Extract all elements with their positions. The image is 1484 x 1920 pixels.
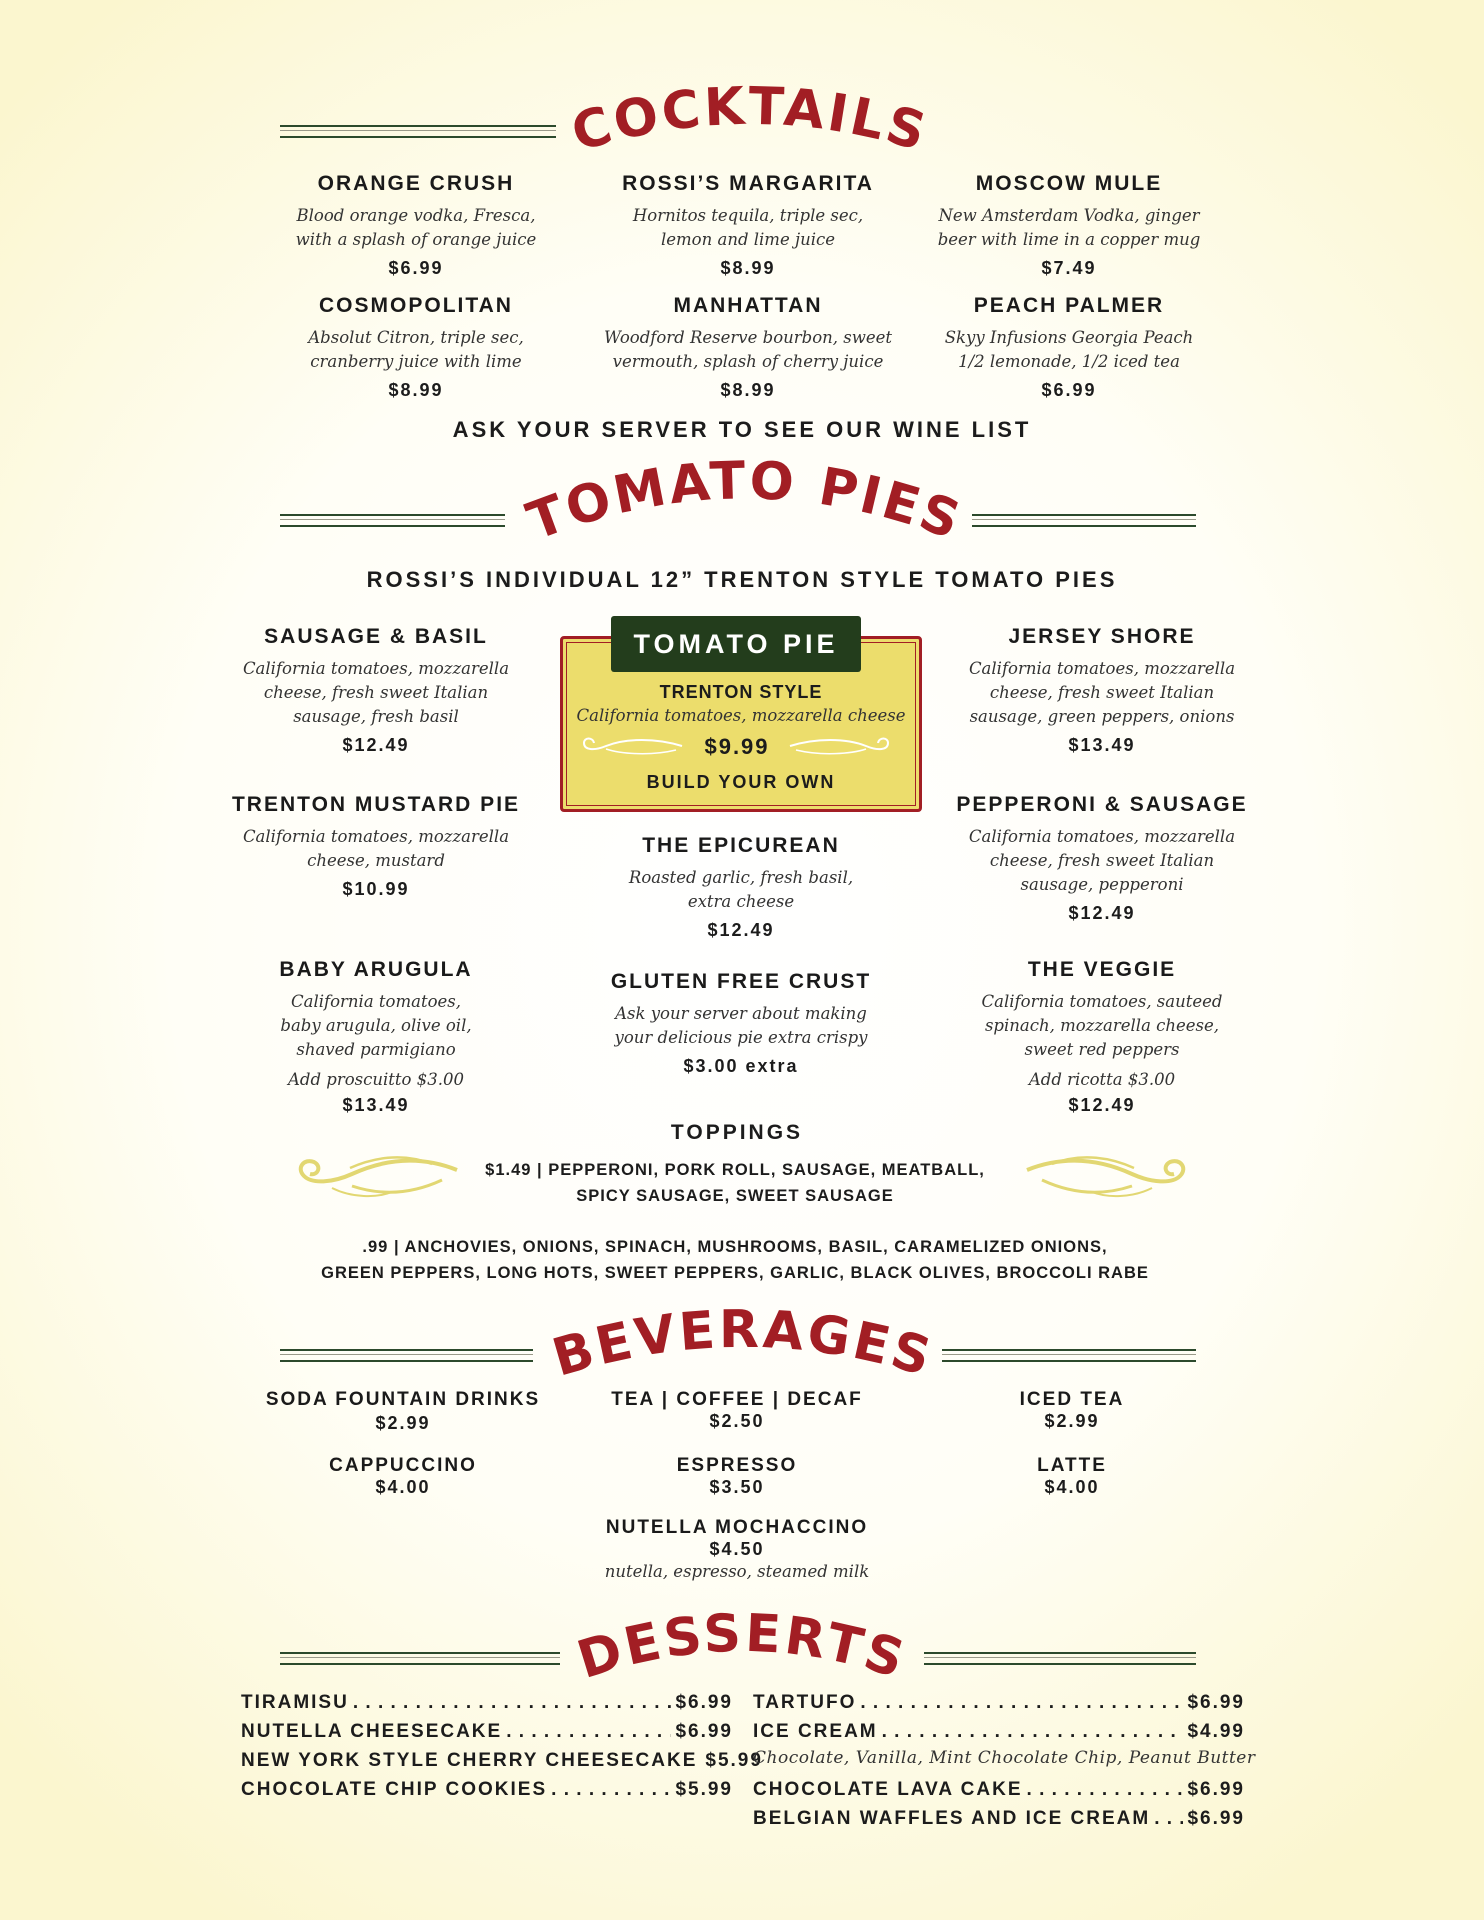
cocktail-item — [308, 294, 524, 401]
ice-cream-flavors: Chocolate, Vanilla, Mint Chocolate Chip, Peanut Butter — [753, 1748, 1256, 1768]
dessert-name: ICE CREAM — [753, 1721, 878, 1742]
wine-list-note: ASK YOUR SERVER TO SEE OUR WINE LIST — [452, 417, 1032, 442]
desc-line: with a splash of orange juice — [295, 230, 537, 249]
feature-description: California tomatoes, mozzarella cheese — [576, 706, 906, 725]
beverage-price: $4.50 — [709, 1539, 765, 1559]
beverage-price: $2.99 — [375, 1413, 431, 1433]
cocktail-name: ORANGE CRUSH — [317, 172, 515, 195]
cocktail-name: MANHATTAN — [673, 294, 823, 317]
pies-rule-left — [280, 514, 505, 527]
pie-item — [629, 834, 853, 941]
toppings-line: $1.49 | PEPPERONI, PORK ROLL, SAUSAGE, MEATBALL, — [485, 1161, 985, 1179]
pies-rule-right — [972, 514, 1196, 527]
dessert-row — [753, 1692, 1245, 1714]
pie-name: SAUSAGE & BASIL — [264, 625, 488, 648]
beverage-name: ICED TEA — [1019, 1389, 1125, 1410]
beverages-heading — [546, 1299, 940, 1395]
pies-subheading: ROSSI’S INDIVIDUAL 12” TRENTON STYLE TOMATO PIES — [366, 567, 1118, 592]
pie-name: BABY ARUGULA — [279, 958, 473, 981]
beverage-item — [329, 1455, 477, 1498]
cocktail-description — [622, 204, 874, 252]
dessert-price: $6.99 — [675, 1692, 733, 1713]
pie-name: TRENTON MUSTARD PIE — [231, 793, 521, 816]
pie-price: $12.49 — [1068, 903, 1136, 923]
beverage-item — [605, 1517, 869, 1584]
cocktail-description — [938, 204, 1201, 252]
pie-name: THE VEGGIE — [1027, 958, 1177, 981]
pie-price: $13.49 — [342, 1095, 410, 1115]
dot-leader — [506, 1721, 671, 1743]
desc-line: Ask your server about making — [615, 1004, 867, 1023]
desc-line: sweet red peppers — [1024, 1040, 1180, 1059]
pie-item — [982, 958, 1223, 1116]
beverage-name: SODA FOUNTAIN DRINKS — [265, 1389, 541, 1410]
dessert-price: $6.99 — [1187, 1692, 1245, 1713]
cocktail-price: $8.99 — [720, 258, 776, 278]
toppings-tier-1 — [485, 1157, 985, 1209]
desc-line: California tomatoes, mozzarella — [968, 659, 1236, 678]
pie-name: THE EPICUREAN — [642, 834, 840, 857]
dot-leader — [860, 1692, 1183, 1714]
pie-description — [629, 866, 853, 914]
desc-line: lemon and lime juice — [660, 230, 835, 249]
svg-text:TOMATO PIES — [520, 451, 970, 552]
toppings-heading: TOPPINGS — [670, 1121, 804, 1144]
toppings-line: .99 | ANCHOVIES, ONIONS, SPINACH, MUSHROOMS, BASIL, CARAMELIZED ONIONS, — [362, 1238, 1108, 1256]
desserts-heading-text: DESSERTS — [570, 1603, 914, 1692]
cocktail-item — [938, 172, 1201, 279]
cocktail-price: $6.99 — [388, 258, 444, 278]
desc-line: sausage, pepperoni — [1020, 875, 1184, 894]
pie-price: $3.00 extra — [683, 1056, 799, 1076]
pie-description — [611, 1002, 871, 1050]
dessert-row — [241, 1721, 733, 1743]
desc-line: beer with lime in a copper mug — [937, 230, 1201, 249]
pie-price: $10.99 — [342, 879, 410, 899]
beverage-name: LATTE — [1037, 1455, 1107, 1476]
svg-text:BEVERAGES — [546, 1300, 940, 1389]
dessert-name: NUTELLA CHEESECAKE — [241, 1721, 503, 1742]
desc-line: 1/2 lemonade, 1/2 iced tea — [958, 352, 1180, 371]
cocktails-rule-left — [280, 125, 556, 138]
beverage-item — [611, 1389, 863, 1432]
feature-style: TRENTON STYLE — [659, 682, 823, 702]
beverage-name: TEA | COFFEE | DECAF — [611, 1389, 863, 1410]
pie-price: $12.49 — [342, 735, 410, 755]
pies-heading-text: TOMATO PIES — [519, 451, 971, 553]
desc-line: Blood orange vodka, Fresca, — [296, 206, 536, 225]
desc-line: sausage, fresh basil — [293, 707, 459, 726]
desserts-rule-left — [280, 1652, 560, 1665]
dessert-price: $5.99 — [705, 1750, 763, 1771]
cocktail-item — [296, 172, 537, 279]
dessert-name: CHOCOLATE LAVA CAKE — [753, 1779, 1023, 1800]
dessert-price: $6.99 — [1187, 1808, 1245, 1829]
cocktail-name: MOSCOW MULE — [975, 172, 1163, 195]
desc-line: Woodford Reserve bourbon, sweet — [603, 328, 893, 347]
beverage-price: $4.00 — [1044, 1477, 1100, 1497]
dessert-row — [753, 1779, 1245, 1801]
dessert-row — [241, 1779, 733, 1801]
desc-line: California tomatoes, sauteed — [981, 992, 1223, 1011]
beverage-item — [1037, 1455, 1107, 1498]
beverage-price: $2.99 — [1044, 1411, 1100, 1431]
pie-price: $12.49 — [1068, 1095, 1136, 1115]
cocktail-description — [945, 326, 1194, 374]
desc-line: California tomatoes, mozzarella — [242, 659, 510, 678]
pie-price: $13.49 — [1068, 735, 1136, 755]
dessert-price: $6.99 — [1187, 1779, 1245, 1800]
pie-item — [611, 970, 871, 1077]
cocktail-item — [604, 294, 892, 401]
beverage-name: CAPPUCCINO — [329, 1455, 477, 1476]
beverage-description: nutella, espresso, steamed milk — [604, 1562, 870, 1581]
cocktails-heading-text: COCKTAILS — [565, 76, 935, 164]
dessert-name: NEW YORK STYLE CHERRY CHEESECAKE — [241, 1750, 698, 1771]
dessert-row — [241, 1692, 733, 1714]
pie-item — [956, 793, 1247, 924]
dessert-price: $4.99 — [1187, 1721, 1245, 1742]
dot-leader — [882, 1721, 1184, 1743]
pie-name: JERSEY SHORE — [1008, 625, 1196, 648]
dessert-price: $6.99 — [675, 1721, 733, 1742]
beverages-heading-text: BEVERAGES — [546, 1299, 940, 1389]
desc-line: cranberry juice with lime — [310, 352, 522, 371]
cocktails-heading — [565, 76, 935, 175]
desc-line: extra cheese — [687, 892, 795, 911]
beverage-item — [1020, 1389, 1125, 1432]
pie-description — [243, 657, 509, 729]
pie-description — [232, 825, 520, 873]
cocktail-price: $7.49 — [1041, 258, 1097, 278]
dot-leader — [353, 1692, 672, 1714]
desc-line: shaved parmigiano — [296, 1040, 456, 1059]
desc-line: California tomatoes, — [290, 992, 462, 1011]
desc-line: baby arugula, olive oil, — [280, 1016, 472, 1035]
beverages-rule-right — [942, 1349, 1196, 1362]
pie-description — [982, 990, 1223, 1062]
desc-line: New Amsterdam Vodka, ginger — [938, 206, 1200, 225]
desc-line: sausage, green peppers, onions — [969, 707, 1235, 726]
pie-name: GLUTEN FREE CRUST — [610, 970, 872, 993]
dessert-name: TIRAMISU — [241, 1692, 349, 1713]
pie-name: PEPPERONI & SAUSAGE — [956, 793, 1248, 816]
desc-line: cheese, fresh sweet Italian — [263, 683, 489, 702]
dessert-row — [753, 1721, 1245, 1743]
cocktail-description — [296, 204, 537, 252]
pie-item — [232, 793, 520, 900]
feature-build-your-own: BUILD YOUR OWN — [646, 772, 836, 792]
desc-line: cheese, fresh sweet Italian — [989, 683, 1215, 702]
desc-line: Hornitos tequila, triple sec, — [632, 206, 864, 225]
toppings-line: SPICY SAUSAGE, SWEET SAUSAGE — [576, 1187, 894, 1205]
cocktail-item — [945, 294, 1194, 401]
pie-description — [956, 825, 1247, 897]
dessert-row — [241, 1750, 763, 1772]
feature-price: $9.99 — [704, 734, 770, 759]
desc-line: Absolut Citron, triple sec, — [308, 328, 524, 347]
cocktail-name: ROSSI’S MARGARITA — [622, 172, 874, 195]
dessert-row — [753, 1808, 1245, 1830]
cocktail-description — [308, 326, 524, 374]
beverage-item — [677, 1455, 798, 1498]
pie-item — [279, 958, 472, 1116]
toppings-line: GREEN PEPPERS, LONG HOTS, SWEET PEPPERS, GARLIC, BLACK OLIVES, BROCCOLI RABE — [321, 1264, 1149, 1282]
desc-line: your delicious pie extra crispy — [614, 1028, 868, 1047]
cocktail-description — [604, 326, 892, 374]
desc-line: cheese, fresh sweet Italian — [989, 851, 1215, 870]
cocktail-price: $6.99 — [1041, 380, 1097, 400]
pie-description — [279, 990, 472, 1062]
desc-line: California tomatoes, mozzarella — [242, 827, 510, 846]
cocktail-name: COSMOPOLITAN — [319, 294, 513, 317]
cocktail-name: PEACH PALMER — [973, 294, 1165, 317]
cocktail-price: $8.99 — [388, 380, 444, 400]
beverage-name: ESPRESSO — [676, 1455, 798, 1476]
dessert-name: TARTUFO — [753, 1692, 857, 1713]
beverage-price: $4.00 — [375, 1477, 431, 1497]
scroll-flourish-left — [292, 1150, 462, 1202]
desserts-rule-right — [924, 1652, 1196, 1665]
desserts-heading — [570, 1603, 914, 1700]
pies-heading — [519, 451, 971, 555]
scroll-flourish-right — [1022, 1150, 1192, 1202]
dot-leader — [1027, 1779, 1184, 1801]
dessert-name: BELGIAN WAFFLES AND ICE CREAM — [753, 1808, 1151, 1829]
beverage-price: $3.50 — [709, 1477, 765, 1497]
tomato-pie-tab: TOMATO PIE — [611, 616, 861, 672]
svg-text:COCKTAILS — [565, 77, 934, 164]
beverages-rule-left — [280, 1349, 533, 1362]
dot-leader — [1154, 1808, 1183, 1830]
dot-leader — [551, 1779, 671, 1801]
desc-line: vermouth, splash of cherry juice — [612, 352, 884, 371]
pie-addon-note: Add proscuitto $3.00 — [288, 1070, 464, 1089]
desc-line: cheese, mustard — [307, 851, 445, 870]
pie-price: $12.49 — [707, 920, 775, 940]
svg-text:DESSERTS — [571, 1604, 914, 1692]
cocktail-item — [622, 172, 874, 279]
pie-description — [969, 657, 1235, 729]
pie-item — [969, 625, 1235, 756]
beverage-item — [266, 1389, 540, 1434]
pie-item — [243, 625, 509, 756]
desc-line: spinach, mozzarella cheese, — [984, 1016, 1220, 1035]
beverage-price: $2.50 — [709, 1411, 765, 1431]
dessert-price: $5.99 — [675, 1779, 733, 1800]
cocktail-price: $8.99 — [720, 380, 776, 400]
toppings-tier-2 — [321, 1234, 1149, 1286]
pie-addon-note: Add ricotta $3.00 — [1028, 1070, 1176, 1089]
dessert-name: CHOCOLATE CHIP COOKIES — [241, 1779, 548, 1800]
desc-line: California tomatoes, mozzarella — [968, 827, 1236, 846]
desc-line: Roasted garlic, fresh basil, — [628, 868, 854, 887]
beverage-name: NUTELLA MOCHACCINO — [605, 1517, 869, 1538]
desc-line: Skyy Infusions Georgia Peach — [944, 328, 1194, 347]
